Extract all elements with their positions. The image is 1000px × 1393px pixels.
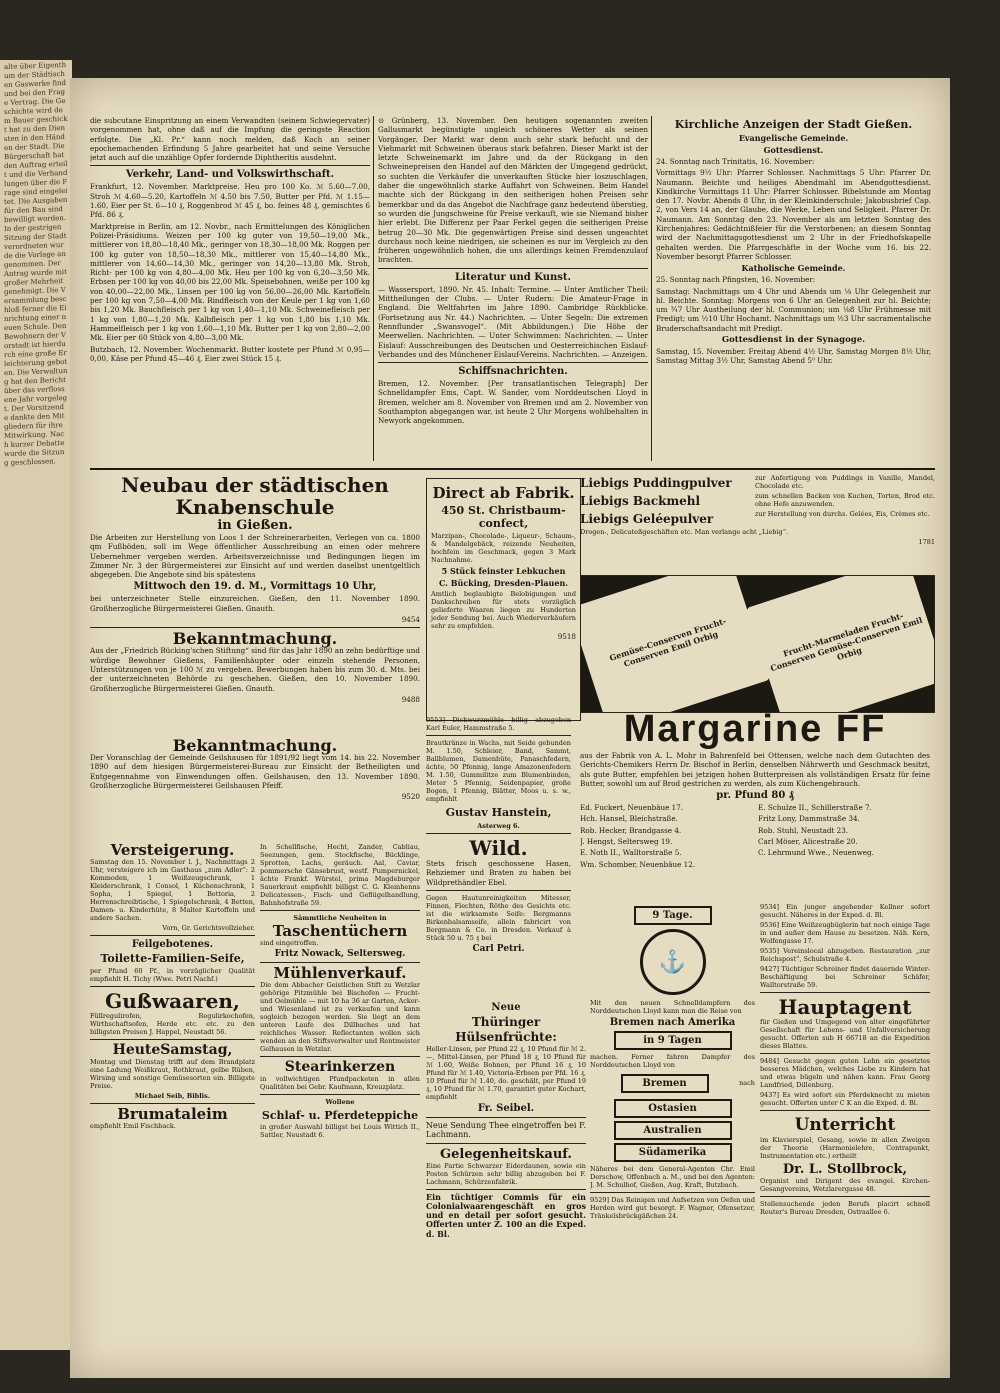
bek1-title: Bekanntmachung. <box>172 629 338 649</box>
stear-title: Stearinkerzen <box>284 1059 396 1075</box>
reinig-ad: 9529] Das Reinigen und Aufsetzen von Oefen und Herden wird gut besorgt. F. Wagner, Ofensetzer, Tränkelsbrückgäßchen 24. <box>590 1196 755 1220</box>
ev-body: Vormittags 9½ Uhr: Pfarrer Schlosser. Nachmittags 5 Uhr: Pfarrer Dr. Naumann. Beichte und heiliges Abendmahl im Abendgottesdienst. Kindkirche Vormittags 11 Uhr: Pfarrer Schlosser. Bibelstunde am Montag den 17. Novbr. Abends 8 Uhr, in der Kleinkinderschule; Jakobusbrief Cap. 2, von Vers 14 an, der Glaube, die Werke, Leben und Seligkeit. Pfarrer Dr. Naumann. Am Sonntag den 23. November als am letzten Sonntag des Kirchenjahres: Gedächtnißfeier für die Verstorbenen; an diesem Sonntag wird der Nachmittagsgottesdienst um 2 Uhr in der Friedhofskapelle gehalten werden. Die Pfarrgeschäfte in der Woche vom 16. bis 22. November besorgt Pfarrer Schlosser. <box>656 168 931 261</box>
direct-end: Amtlich beglaubigte Belobigungen und Dankschreiben für stets vorzüglich gelieferte Waaren liegen zu Hunderten jeder Sendung bei. Auch Wiederverkäufern sehr zu empfehlen. <box>431 590 576 630</box>
lloyd-route: Bremen nach Amerika <box>609 1017 736 1028</box>
taschen-firm: Fritz Nowack, Seltersweg. <box>274 949 406 959</box>
lloyd-origin: Bremen <box>621 1074 709 1093</box>
margarine-list-left <box>580 803 752 871</box>
list-item: Wm. Schomber, Neuenbäue 12. <box>580 859 696 869</box>
list-item: Hch. Hansel, Bleichstraße. <box>580 814 678 824</box>
lloyd-text2: machen. Ferner fahren Dampfer des Norddeutschen Lloyd von <box>590 1053 755 1069</box>
neubau-date: Mittwoch den 19. d. M., Vormittags 10 Uhr, <box>133 581 377 593</box>
lloyd-agents: Näheres bei dem General-Agenten Chr. Emil Derschow, Offenbach a. M., und bei den Agenten: J. M. Schulhof, Gießen, Aug. Kraft, Butzbach. <box>590 1165 755 1189</box>
neubau-end: bei unterzeichneter Stelle einzureichen. Gießen, den 11. November 1890. Großherzogliche Bürgermeisterei Gießen. Gnauth. <box>90 594 420 613</box>
buegel-ad: 9536] Eine Weißzeugbüglerin hat noch einige Tage in und außer dem Hause zu besetzen. Näh. Kern, Wolfengasse 17. <box>760 921 930 945</box>
rule <box>260 1056 420 1057</box>
rule <box>760 1110 930 1111</box>
lloyd-days: 9 Tage. <box>634 906 712 925</box>
verst-sign: Vorn, Gr. Gerichtsvollzieher. <box>162 924 255 932</box>
rule <box>260 962 420 963</box>
column-1 <box>90 116 370 466</box>
list-item: Carl Möser, Alicestraße 20. <box>758 837 858 847</box>
anchor-icon: ⚓ <box>640 929 706 995</box>
column-divider <box>373 116 374 461</box>
muehlen-title: Mühlenverkauf. <box>273 964 407 982</box>
ad-number: 9520 <box>401 792 420 802</box>
list-item: Rob. Hecker, Brandgasse 4. <box>580 825 682 835</box>
rule <box>90 986 255 987</box>
ad-number: 9488 <box>401 694 420 704</box>
list-item: Rob. Stuhl, Neustadt 23. <box>758 825 849 835</box>
bek2-title: Bekanntmachung. <box>172 738 338 755</box>
rule <box>426 1143 586 1144</box>
huels-text: Heller-Linsen, per Pfund 22 ₰, 10 Pfund für ℳ 2.—, Mittel-Linsen, per Pfund 18 ₰, 10 Pfund für ℳ 1.60, Weiße Bohnen, per Pfund 16 ₰, 10 Pfund für ℳ 1.40, Victoria-Erbsen per Pfd. 16 ₰, 10 Pfund für ℳ 1.40, do. geschält, per Pfund 19 ₰, 10 Pfund für ℳ 1.70, garantirt guter Kochart, empfiehlt <box>426 1045 586 1101</box>
muehle-ad: 9553] Dickwurzmühle billig abzugeben Karl Euler, Hammstraße 5. <box>426 716 571 732</box>
lloyd-dest: Australien <box>614 1121 732 1140</box>
direct-fabrik-ad <box>426 478 581 721</box>
toil-text: per Pfund 60 Pf., in vorzüglicher Qualität empfiehlt H. Tichy (Wwe. Petri Nachf.) <box>90 967 255 983</box>
rule <box>90 1039 255 1040</box>
taschen-title: Taschentüchern <box>272 922 408 940</box>
direct-title: Direct ab Fabrik. <box>432 484 575 502</box>
haupt-title: Hauptagent <box>778 995 912 1019</box>
bek1-text: Aus der „Friedrich Bücking'schen Stiftung“ sind für das Jahr 1890 an zehn bedürftige und würdige Bewohner Gießens, Familienhäupter oder einzeln stehende Personen, Unterstützungen von je 100 ℳ zu vergeben. Bewerbungen haben bis zum 30. d. Mts. bei der unterzeichneten Behörde zu geschehen. Gießen, den 10. November 1890. Großherzogliche Bürgermeisterei Gießen. Gnauth. <box>90 646 420 693</box>
verein-ad: 9535] Vereinslocal abzugeben. Restauration „zur Reichspost“, Schulstraße 4. <box>760 947 930 963</box>
lloyd-text1: Mit den neuen Schnelldampfern des Norddeutschen Lloyd kann man die Reise von <box>590 999 755 1015</box>
commis-ad: Ein tüchtiger Commis für ein Colonialwaarengeschäft en gros und en detail per sofort gesucht. Offerten unter Z. 100 an die Exped. d. Bl. <box>426 1191 586 1239</box>
huels-title: Thüringer Hülsenfrüchte: <box>455 1015 557 1044</box>
list-item: Ed. Fuckert, Neuenbäue 17. <box>580 803 684 813</box>
spine-text: alte über Eigenthum der Städtischen Gaswerke find und bei den Frage Vertrag. Die Geschichte wird dem Bauer geschickt hat zu den Diensten in den Händen der Stadt. Die Bürgerschaft hat den Auftrag erteilt und die Verhandlungen über die Frage sind eingeleitet. Die Ausgaben für den Bau sind bewilligt worden. In der gestrigen Sitzung der Stadtverordneten wurde die Vorlage angenommen. Der Antrag wurde mit großer Mehrheit genehmigt. Die Versammlung beschloß ferner die Einrichtung einer neuen Schule. Den Bewohnern der Vorstadt ist hierdurch eine große Erleichterung geboten. Die Verwaltung hat den Bericht über das verflossene Jahr vorgelegt. Der Vorsitzende dankte den Mitgliedern für ihre Mitwirkung. Nach kurzer Debatte wurde die Sitzung geschlossen. <box>4 60 70 468</box>
haut-ad: Gegen Hautunreinigkeiten Mitesser, Finnen, Flechten, Röthe des Gesichts etc. ist die wirksamste Seife: Bergmanns Birkenbalsamseife, allein fabricirt von Bergmann & Co. in Dresden. Verkauf à Stück 50 u. 75 ₰ bei <box>426 893 571 942</box>
koch-article: die subcutane Einspritzung an einem Verwandten (seinem Schwiegervater) vorgenommen hat, ohne daß auf die Impfung die geringste Reaction erfolgte. Die „Kl. Pr.“ kann noch melden, daß Koch an seiner epochemachenden Erfindung 5 Jahre gearbeitet hat und seine Versuche jetzt auch auf die unzählige Opfer fordernde Diphtheritis ausdehnt. <box>90 116 370 163</box>
column-divider <box>651 116 652 461</box>
neubau-title: Neubau der städtischen Knabenschule <box>121 474 389 519</box>
neubau-text: Die Arbeiten zur Herstellung von Loos 1 der Schreinerarbeiten, Verlegen von ca. 1800 qm Fußböden, soll im Wege öffentlicher Ausschreibung an einen oder mehrere Uebernehmer vergeben werden. Arbeitsverzeichnisse und Bedingungen liegen im Zimmer Nr. 3 der Bürgermeisterei zur Einsicht auf und werden daselbst unentgeltlich abgegeben. Die Angebote sind bis spätestens <box>90 533 420 580</box>
wild-text: Stets frisch geschossene Hasen, Rehziemer und Braten zu haben bei Wildprethändler Ebel. <box>426 859 571 887</box>
brum-title: Brumataleim <box>117 1105 228 1123</box>
rule <box>760 1196 930 1197</box>
ads-column-b <box>426 716 571 996</box>
haut-firm: Carl Petri. <box>472 943 525 954</box>
rule <box>260 1094 420 1095</box>
orbig-ad <box>580 575 935 713</box>
stellen-ad: Stellensuchende jeden Berufs placirt schnell Reuter's Bureau Dresden, Ostraallee 6. <box>760 1200 930 1216</box>
liebig-backmehl: Liebigs Backmehl <box>580 494 701 508</box>
rule <box>378 268 648 269</box>
liebig-ad <box>580 474 935 569</box>
margarine-list-right <box>758 803 930 871</box>
syn-body: Samstag, 15. November. Freitag Abend 4½ Uhr, Samstag Morgen 8½ Uhr, Samstag Mittag 3½ Uhr, Samstag Abend 5⁰ Uhr. <box>656 347 931 366</box>
direct-firm: C. Bücking, Dresden-Plauen. <box>438 578 569 588</box>
heute-title: HeuteSamstag, <box>112 1042 233 1058</box>
margarine-ad <box>580 708 930 898</box>
direct-text: Marzipan-, Chocolade-, Liqueur-, Schaum-, & Mandelgebäck, reizende Neuheiten, hochfein im Geschmack, gegen 3 Mark Nachnahme. <box>431 532 576 564</box>
muehlen-text: Die dem Abbacher Geistlichen Stift zu Wetzlar gehörige Pitzmühle bei Bischofen — Frucht- und Oelmühle — mit 10 ha 36 ar Garten, Acker- und Wiesenland ist zu verkaufen und kann sogleich bezogen werden. Sie liegt an dem unteren Laufe des Dillbaches und hat reichliches Wasser. Reflectanten wollen sich wenden an den Stiftsverwalter und Rentmeister Gelhausen in Wetzlar. <box>260 981 420 1053</box>
kath-sunday: 25. Sonntag nach Pfingsten, 16. November: <box>656 275 816 285</box>
maedchen-ad: 9484] Gesucht gegen guten Lohn ein gesetztes besseres Mädchen, welches Liebe zu Kindern hat und etwas bügeln und nähen kann. Frau Georg Landfried, Dillenburg. <box>760 1057 930 1089</box>
verst-text: Samstag den 15. November l. J., Nachmittags 2 Uhr, versteigere ich im Gasthaus „zum Adler“: 2 Kommoden, 1 Weißzeugschrank, 1 Kleiderschrank, 1 Consol, 1 Küchenschrank, 1 Sopha, 1 Spiegel, 1 Bettoria, 2 Herrenschreibtische, 1 Spiegelschrank, 4 Betten, Damen- u. Kinderhüte, 8 Malter Kartoffeln und andere Sachen. <box>90 858 255 922</box>
liebig-pudding-text: zur Anfertigung von Puddings in Vanille, Mandel, Chocolade etc. <box>755 474 935 490</box>
liebig-gelee-text: zur Herstellung von durchs. Gelées, Eis, Crèmes etc. <box>755 510 930 518</box>
rule <box>90 627 420 628</box>
liebig-backmehl-text: zum schnellen Backen von Kuchen, Torten, Brod etc. ohne Hefe anzuwenden. <box>755 492 935 508</box>
wassersport-article: — Wassersport, 1890. Nr. 45. Inhalt: Termine. — Unter Amtlicher Theil: Mittheilungen der Clubs. — Unter Rudern: Die Amateur-Frage in England. Die Weltfahrten im Jahre 1890. Cambridge Rückblicke. (Fortsetzung aus Nr. 44.) Nachrichten. — Unter Segeln: Die extremen Rennflunder „Swansvogel“. (Mit Abbildungen.) Die Höhe der Meerwellen. Nachrichten. — Unter Schwimmen: Nachrichten. — Unter Eislauf: Ausschreibungen des Deutschen und Oesterreichischen Eislauf-Verbandes und des Münchener Eislauf-Vereins. Nachrichten. — Anzeigen. <box>378 284 648 359</box>
column-2 <box>378 116 648 466</box>
gd-heading: Gottesdienst. <box>763 145 824 155</box>
unter-title: Unterricht <box>794 1115 896 1135</box>
ads-column-f <box>760 903 930 1363</box>
liebig-end: Drogen-, Delicateßgeschäften etc. Man verlange acht „Liebig“. <box>580 528 789 536</box>
kath-body: Samstag: Nachmittags um 4 Uhr und Abends um ⅛ Uhr Gelegenheit zur hl. Beichte. Sonntag: Morgens von 6 Uhr an Gelegenheit zur hl. Beichte; um ¾7 Uhr Austheilung der hl. Communion; um ⅛8 Uhr Frühmesse mit Predigt; um ½10 Uhr Hochamt. Nachmittags um ½3 Uhr sacramentalische Bruderschaftsandacht mit Predigt. <box>656 286 931 333</box>
list-item: Fritz Lony, Dammstraße 34. <box>758 814 860 824</box>
verst-title: Versteigerung. <box>110 843 235 859</box>
rule <box>90 935 255 936</box>
adjacent-page-spine <box>0 60 72 1350</box>
ev-sunday: 24. Sonntag nach Trinitatis, 16. November: <box>656 157 815 166</box>
unter-text: im Klavierspiel, Gesang, sowie in allen Zweigen der Theorie (Harmonielehre, Contrapunkt, Instrumentation etc.) ertheilt <box>760 1136 930 1160</box>
orbig-label-left: Gemüse-Conserven Frucht-Conserven Emil Orbig <box>580 575 769 713</box>
hanstein-name: Gustav Hanstein, <box>445 806 552 819</box>
unter-sub: Organist und Dirigent des evangel. Kirchen-Gesangvereins, Wetzlarergasse 48. <box>760 1177 930 1193</box>
margarine-text: aus der Fabrik von A. L. Mohr in Bahrenfeld bei Ottensen, welche nach dem Gutachten des Gerichts-Chemikers Herrn Dr. Bischof in Berlin, denselben Nährwerth und Geschmack besitzt, als gute Butter, empfehlen bei jetzigen hohen Butterpreisen als vollständigen Ersatz für feine Butter, sowohl um auf Brod gestrichen zu werden, als zum Küchengebrauch. <box>580 751 930 788</box>
list-item: C. Lehrmund Wwe., Neuenweg. <box>758 848 874 858</box>
knecht-ad: 9437] Es wird sofort ein Pferdeknecht zu mieten gesucht. Offerten unter C K an die Exped. d. Bl. <box>760 1091 930 1107</box>
ads-separator <box>90 468 935 470</box>
newspaper-page <box>70 78 950 1378</box>
kellner-ad: 9534] Ein junger angehender Kellner sofort gesucht. Näheres in der Exped. d. Bl. <box>760 903 930 919</box>
bremen-article: Bremen, 12. November. [Per transatlantischen Telegraph] Der Schnelldampfer Ems, Capt. W. Sander, vom Norddeutschen Lloyd in Bremen, welcher am 8. November von Bremen und am 2. November von Southampton abgegangen war, ist heute 2 Uhr Morgens wohlbehalten in Newyork angekommen. <box>378 379 648 426</box>
taschen-intro: Sämmtliche Neuheiten in <box>293 914 387 922</box>
lloyd-ad <box>590 903 755 1363</box>
bek2-text: Der Voranschlag der Gemeinde Geilshausen für 1891/92 liegt vom 14. bis 22. November 1890 auf dem hiesigen Bürgermeisterei-Bureau zur Einsicht der Betheiligten und Entgegennahme von Einwendungen offen. Geilshausen, den 13. November 1890. Großherzogliche Bürgermeisterei Geilshausen Pfeiff. <box>90 753 420 790</box>
margarine-price: pr. Pfund 80 ₰ <box>716 790 794 802</box>
list-item: E. Noth II., Walltorstraße 5. <box>580 848 682 858</box>
hanstein-addr: Asterweg 6. <box>477 822 520 830</box>
direct-lebkuchen: 5 Stück feinster Lebkuchen <box>441 566 566 576</box>
margarine-title: Margarine FF <box>623 708 887 750</box>
thee-ad: Neue Sendung Thee eingetroffen bei F. Lachmann. <box>426 1121 586 1140</box>
schreiner-ad: 9427] Tüchtiger Schreiner findet dauernde Winter-Beschäftigung bei Schreiner Schäfer, Walltorstraße 59. <box>760 965 930 989</box>
list-item: E. Schulze II., Schillerstraße 7. <box>758 803 872 813</box>
ad-number: 1781 <box>918 538 935 546</box>
section-heading-schiff: Schiffsnachrichten. <box>458 366 568 378</box>
rule <box>426 890 571 891</box>
gruenberg-article: ⊙ Grünberg, 13. November. Den heutigen sogenannten zweiten Gallusmarkt begünstigte ungleich schöneres Wetter als seinen Vorgänger. Der Markt war denn auch sehr stark befucht und der Viehmarkt mit Schweinen überaus stark befahren. Dieser Markt ist der letzte Schweinemarkt im Jahre und da der Rückgang in den Schweinepreisen den Handel auf den Märkten der Umgegend gedrückt, so suchten die Verkäufer die unverkauften Stücke hier loszuschlagen, daher die ungewöhnlich starke Auffahrt von Schweinen. Beim Handel machte sich der Rückgang in den seitherigen hohen Preisen sehr bemerkbar und da das Angebot die Nachfrage ganz bedeutend überstieg, so wurden die Jungschweine für Preise verkauft, wie sie Niemand bisher hier erlebt. Die Differenz per Paar Ferkel gegen die seitherigen Preise betrug 20—30 Mk. Die gegenwärtigen Preise sind dessen ungeachtet durchaus noch keine niedrigen, sie scheinen es nur im Vergleich zu den früheren ungewöhnlich hohen, die uns allerdings keinen Fremdenzulauf brachten. <box>378 116 648 265</box>
ads-column-a <box>90 474 420 774</box>
gel-text: Eine Partie Schwarzer Eiderdaunen, sowie ein Posten Schürzen sehr billig abzugeben bei F. Lachmann, Schürzenfabrik. <box>426 1161 586 1186</box>
rule <box>590 1192 755 1193</box>
liebig-gelee: Liebigs Geléepulver <box>580 512 714 526</box>
berlin-prices: Marktpreise in Berlin, am 12. Novbr., nach Ermittelungen des Königlichen Polizei-Präsidiums. Weizen per 100 kg guter von 19,50—19,00 Mk., mittlerer von 18,80—18,40 Mk., geringer von 18,30—18,00 Mk. Roggen per 100 kg guter von 18,50—18,30 Mk., mittlerer von 15,40—14,80 Mk., mittlerer von 14,60—14,30 Mk., geringer von 14,20—13,80 Mk. Stroh, Richt- per 100 kg von 4,80—4,00 Mk. Heu per 100 kg von 6,20—3,50 Mk. Erbsen per 100 kg von 40,00 bis 22,00 Mk. Speisebohnen, weiße per 100 kg von 40,00—22,00 Mk., Linsen per 100 kg von 56,00—26,00 Mk. Kartoffeln per 100 kg von 7,50—4,00 Mk. Rindfleisch von der Keule per 1 kg von 1,60 bis 1,20 Mk. Bauchfleisch per 1 kg von 1,40—1,10 Mk. Schweinefleisch per 1 kg von 1,80—1,20 Mk. Kalbfleisch per 1 kg von 1,80 bis 1,10 Mk. Hammelfleisch per 1 kg von 1,60—1,10 Mk. Butter per 1 kg von 2,80—2,00 Mk. Eier per 60 Stück von 4,80—3,00 Mk. <box>90 221 370 343</box>
haupt-text: für Gießen und Umgegend von alter eingeführter Gesellschaft für Lebens- und Unfallversicherung gesucht. Offerten sub H 66718 an die Expedition dieses Blattes. <box>760 1018 930 1050</box>
ads-column-c <box>90 843 255 1363</box>
frankfurt-prices: Frankfurt, 12. November. Marktpreise. Heu pro 100 Ko. ℳ 5.60—7.00, Stroh ℳ 4.60—5.20, Kartoffeln ℳ 4.50 bis 7.50, Butter per Pfd. ℳ 1.15—1.60, Eier per St. 6—10 ₰, Roggenbrod ℳ 45 ₰, bo. feines 48 ₰, gemischtes 6 Pfd. 86 ₰. <box>90 182 370 220</box>
rule <box>760 992 930 993</box>
heute-text: Montag und Dienstag trifft auf dem Brandplatz eine Ladung Weißkraut, Rothkraut, gelbe Rüben, Wirsing und sonstige Gemüsesorten ein. Billigste Preise. <box>90 1058 255 1090</box>
ad-number: 9518 <box>557 632 576 641</box>
ev-heading: Evangelische Gemeinde. <box>738 133 849 143</box>
lloyd-nach: nach <box>739 1078 755 1087</box>
rule <box>378 362 648 363</box>
ads-column-d <box>260 843 420 1363</box>
rule <box>426 833 571 834</box>
pferde-title: Schlaf- u. Pferdeteppiche <box>261 1109 419 1122</box>
fisch-ad: In Schellfische, Hecht, Zander, Cabliau, Seezungen, gem. Stockfische, Bücklinge, Sprotten, Lachs, geräuch. Aal, Caviar, pommersche Gänsebrust, westf. Pumpernickel, ächte Frankf. Würstel, prima Magdeburger Sauerkraut empfiehlt billigst C. G. Kleinhenns Delicatessen-, Fisch- und Geflügelhandlung, Bahnhofstraße 59. <box>260 843 420 907</box>
section-heading-verkehr: Verkehr, Land- und Volkswirthschaft. <box>125 169 335 181</box>
woll-label: Wollene <box>325 1098 355 1106</box>
butzbach-prices: Butzbach, 12. November. Wochenmarkt. Butter kostete per Pfund ℳ 0,95—0,00, Käse per Pfund 45—46 ₰, Eier zwei Stück 15 ₰. <box>90 344 370 363</box>
lloyd-in-days: in 9 Tagen <box>614 1031 732 1050</box>
huels-neue: Neue <box>491 1002 521 1013</box>
stear-text: in vollwichtigen Pfundpacketen in allen Qualitäten bei Gebr. Kaufmann, Kreuzplatz. <box>260 1075 420 1091</box>
list-item: J. Hengst, Seltersweg 19. <box>580 837 673 847</box>
ads-column-a2 <box>90 738 420 838</box>
kath-heading: Katholische Gemeinde. <box>741 263 846 274</box>
ad-number: 9454 <box>401 615 420 625</box>
straeusse-ad: Brautkränze in Wachs, mit Seide gebunden M. 1.50, Schleier, Band, Sammt, Ballblumen, Damenhüte, Panaschfedern, ächte, 50 Pfennig, lange Amazonenfedern M. 1.50, Gummilitze zum Blumenbinden, Meter 5 Pfennig, Seidenpapier, große Bogen, 1 Pfennig, Blätter, Moos u. s. w., empfiehlt <box>426 739 571 803</box>
liebig-pudding: Liebigs Puddingpulver <box>580 476 732 490</box>
lloyd-dest: Ostasien <box>614 1099 732 1118</box>
rule <box>426 735 571 736</box>
rule <box>426 1117 586 1118</box>
section-heading-literatur: Literatur und Kunst. <box>455 271 571 283</box>
rule <box>90 1103 255 1104</box>
lloyd-dest: Südamerika <box>614 1143 732 1162</box>
column-3 <box>656 116 931 466</box>
rule <box>260 910 420 911</box>
orbig-label-right: Frucht-Marmeladen Frucht-Conserven Gemüse-Conserven Emil Orbig <box>746 575 935 713</box>
unter-name: Dr. L. Stollbrock, <box>782 1162 908 1177</box>
gel-title: Gelegenheitskauf. <box>440 1146 572 1162</box>
church-title: Kirchliche Anzeigen der Stadt Gießen. <box>674 118 913 131</box>
guss-title: Gußwaaren, <box>105 989 240 1013</box>
rule <box>90 165 370 166</box>
pferde-text: in großer Auswahl billigst bei Louis Wittich II., Sattler, Neustadt 6. <box>260 1123 420 1139</box>
taschen-sub: sind eingetroffen. <box>260 939 319 947</box>
wild-title: Wild. <box>469 836 528 860</box>
guss-text: Füllregulirofen, Regulirkochofen, Wirthschaftsofen, Herde etc. etc. zu den billigsten Preisen J. Happel, Neustadt 56. <box>90 1012 255 1036</box>
syn-heading: Gottesdienst in der Synagoge. <box>721 335 866 346</box>
heute-sign: Michael Seib, Biblis. <box>134 1092 211 1100</box>
brum-text: empfiehlt Emil Fischback. <box>90 1122 176 1130</box>
feil-heading: Feilgebotenes. <box>131 939 214 950</box>
direct-price: 450 St. Christbaum-confect, <box>441 504 566 530</box>
rule <box>760 1053 930 1054</box>
rule <box>426 1189 586 1190</box>
neubau-sub: in Gießen. <box>217 518 293 533</box>
huels-firm: Fr. Seibel. <box>477 1103 535 1114</box>
ads-column-e <box>426 1000 586 1365</box>
toil-title: Toilette-Familien-Seife, <box>100 952 245 965</box>
